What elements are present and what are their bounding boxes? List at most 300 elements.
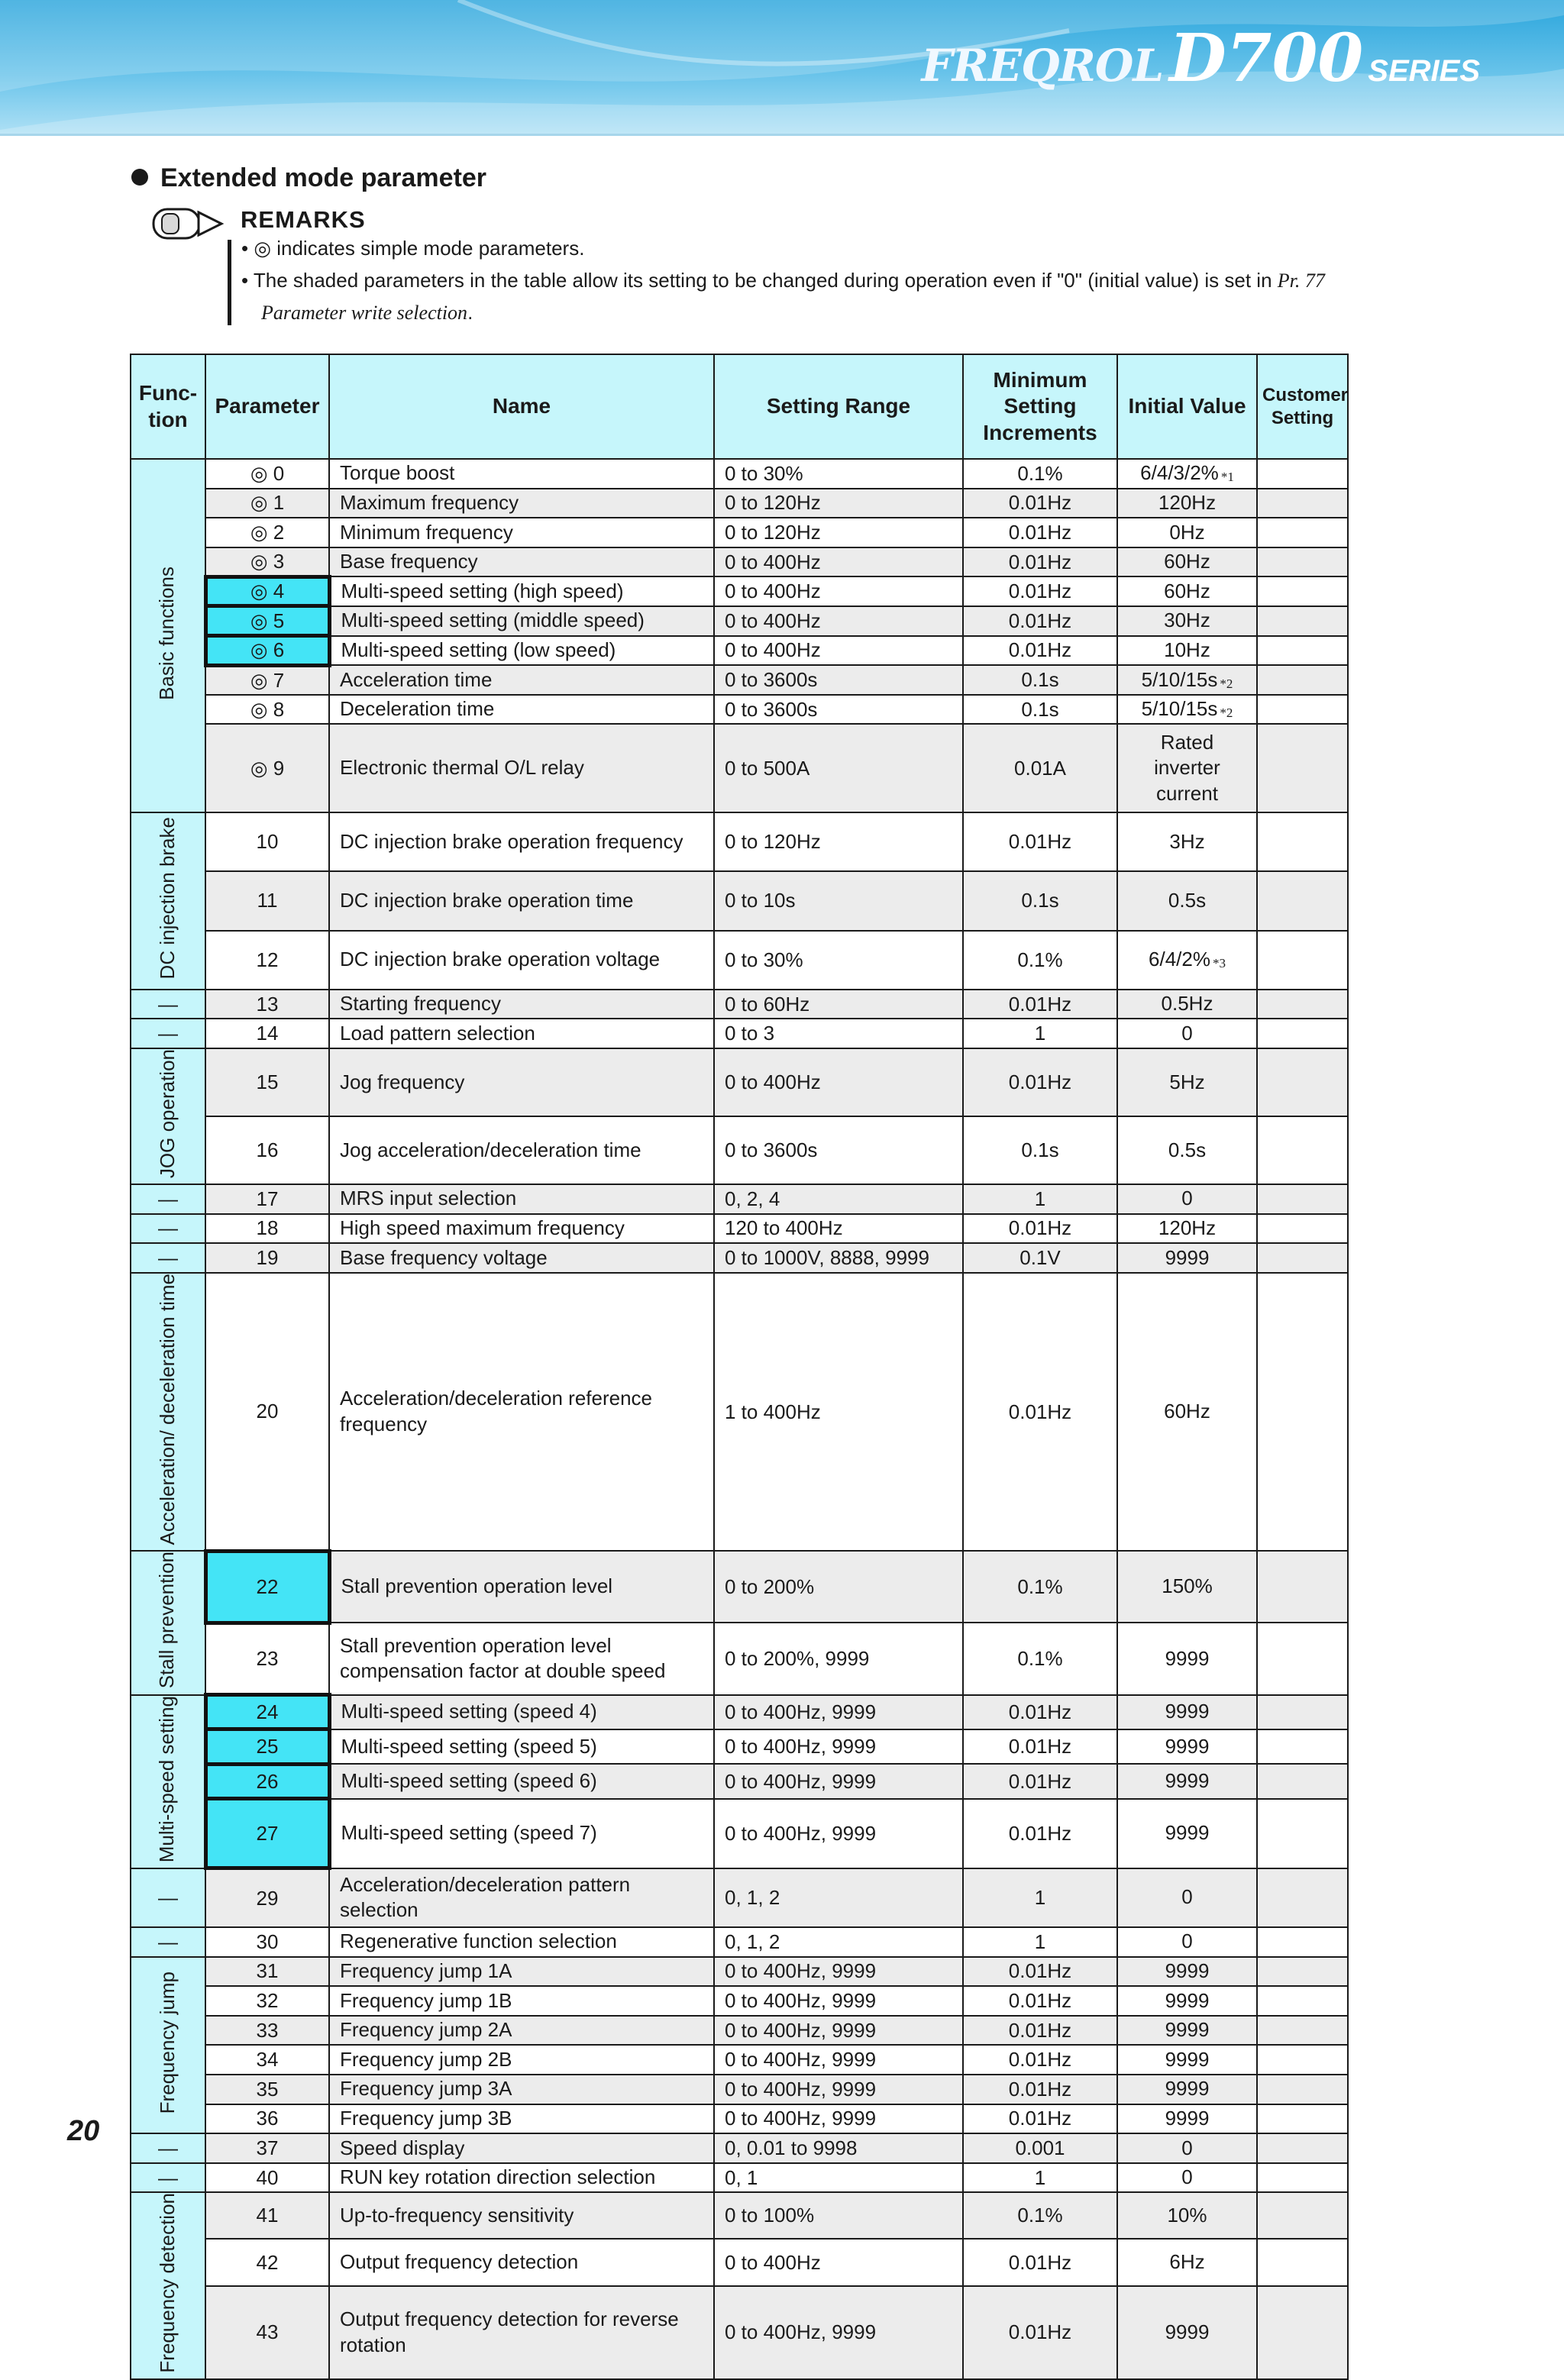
initial-value-cell-text: 9999 [1165, 2018, 1210, 2042]
brand-model: D700 [1169, 20, 1364, 97]
parameter-cell [205, 606, 329, 636]
setting-range-cell [714, 871, 963, 930]
min-increment-cell [963, 2239, 1117, 2285]
name-cell [329, 636, 714, 666]
name-cell-text: Acceleration/deceleration reference frequency [340, 1387, 653, 1436]
min-increment-cell [963, 636, 1117, 666]
table-row [131, 459, 1348, 489]
name-cell [329, 518, 714, 547]
min-increment-cell-text: 0.01Hz [1008, 550, 1072, 573]
customer-setting-cell [1257, 871, 1348, 930]
table-row [131, 665, 1348, 695]
setting-range-cell-text: 0 to 120Hz [725, 830, 821, 854]
initial-value-cell-text: 30Hz [1164, 609, 1210, 632]
name-cell [329, 2163, 714, 2193]
function-group-label: — [158, 1930, 178, 1953]
min-increment-cell-text: 0.01Hz [1008, 491, 1072, 515]
min-increment-cell-text: 0.01Hz [1008, 580, 1072, 603]
min-increment-cell [963, 695, 1117, 725]
parameter-cell-text: 19 [256, 1245, 279, 1269]
setting-range-cell-text: 0 to 30% [725, 948, 803, 971]
parameter-cell [205, 1799, 329, 1868]
initial-value-cell-text: 120Hz [1158, 490, 1217, 514]
min-increment-cell [963, 1019, 1117, 1048]
name-cell-text: Multi-speed setting (middle speed) [341, 609, 645, 632]
setting-range-cell [714, 1214, 963, 1244]
function-group-label: — [158, 1885, 178, 1909]
name-cell [329, 1243, 714, 1273]
setting-range-cell-text: 0 to 100% [725, 2204, 815, 2227]
name-cell-text: RUN key rotation direction selection [340, 2165, 656, 2189]
table-row [131, 2045, 1348, 2075]
parameter-cell [205, 2163, 329, 2193]
initial-value-cell-text: 9999 [1165, 1988, 1210, 2012]
initial-value-cell [1117, 2045, 1257, 2075]
table-row [131, 1019, 1348, 1048]
initial-value-cell [1117, 1868, 1257, 1927]
initial-value-cell-text: 0 [1181, 1187, 1193, 1210]
min-increment-cell-text: 0.01Hz [1008, 1959, 1072, 1983]
parameter-cell-text: ◎ 5 [250, 609, 285, 632]
initial-value-cell [1117, 1116, 1257, 1184]
initial-value-cell [1117, 1927, 1257, 1957]
name-cell-text: Acceleration/deceleration pattern selection [340, 1872, 631, 1922]
min-increment-cell-text: 0.01Hz [1008, 2250, 1072, 2274]
min-increment-cell [963, 1957, 1117, 1987]
table-row [131, 547, 1348, 577]
min-increment-cell-text: 0.01Hz [1008, 1821, 1072, 1845]
table-row [131, 1273, 1348, 1552]
customer-setting-cell [1257, 2104, 1348, 2134]
customer-setting-cell [1257, 1986, 1348, 2016]
setting-range-cell [714, 459, 963, 489]
min-increment-cell-text: 0.1% [1017, 2204, 1063, 2227]
table-row [131, 695, 1348, 725]
setting-range-cell-text: 0 to 400Hz, 9999 [725, 1821, 877, 1845]
customer-setting-cell [1257, 990, 1348, 1019]
customer-setting-cell [1257, 606, 1348, 636]
setting-range-cell [714, 1986, 963, 2016]
name-cell-text: High speed maximum frequency [340, 1216, 625, 1239]
min-increment-cell-text: 1 [1034, 2165, 1046, 2189]
parameter-cell-text: 25 [256, 1735, 279, 1758]
min-increment-cell [963, 1214, 1117, 1244]
initial-value-cell-text: 9999 [1165, 1245, 1210, 1269]
name-cell [329, 724, 714, 812]
setting-range-cell [714, 2239, 963, 2285]
customer-setting-cell [1257, 547, 1348, 577]
min-increment-cell [963, 1986, 1117, 2016]
setting-range-cell-text: 0 to 400Hz, 9999 [725, 2320, 877, 2344]
initial-value-cell [1117, 489, 1257, 518]
parameter-cell-text: 35 [256, 2077, 279, 2101]
table-row [131, 1927, 1348, 1957]
table-row [131, 1957, 1348, 1987]
initial-value-cell [1117, 1729, 1257, 1764]
header-setting-range: Setting Range [714, 354, 963, 459]
initial-value-cell-text: 0.5s [1168, 1138, 1207, 1161]
setting-range-cell [714, 2133, 963, 2163]
parameter-cell-text: 22 [256, 1574, 279, 1598]
min-increment-cell [963, 2045, 1117, 2075]
header-name: Name [329, 354, 714, 459]
name-cell-text: Jog frequency [340, 1070, 465, 1093]
min-increment-cell-text: 0.01Hz [1008, 2048, 1072, 2072]
table-row [131, 2163, 1348, 2193]
parameter-cell-text: ◎ 7 [250, 668, 285, 692]
name-cell [329, 1184, 714, 1214]
setting-range-cell [714, 2016, 963, 2046]
function-group-label: Basic functions [155, 566, 179, 700]
name-cell [329, 1927, 714, 1957]
parameter-cell [205, 812, 329, 871]
remark-line-3 [261, 301, 473, 325]
setting-range-cell-text: 0 to 200% [725, 1574, 815, 1598]
min-increment-cell [963, 931, 1117, 990]
min-increment-cell [963, 1551, 1117, 1623]
customer-setting-cell [1257, 2163, 1348, 2193]
customer-setting-cell [1257, 1116, 1348, 1184]
min-increment-cell [963, 665, 1117, 695]
min-increment-cell-text: 0.01Hz [1008, 830, 1072, 854]
table-row [131, 636, 1348, 666]
parameter-cell-text: ◎ 1 [250, 491, 285, 515]
setting-range-cell [714, 547, 963, 577]
parameter-cell [205, 2192, 329, 2239]
min-increment-cell [963, 1243, 1117, 1273]
initial-value-cell-text: 6/4/3/2% [1140, 461, 1219, 485]
name-cell-text: Load pattern selection [340, 1021, 535, 1045]
table-row [131, 1799, 1348, 1868]
setting-range-cell [714, 1273, 963, 1552]
setting-range-cell-text: 0 to 120Hz [725, 520, 821, 544]
name-cell-text: Output frequency detection for reverse rotation [340, 2307, 679, 2356]
initial-value-cell [1117, 2239, 1257, 2285]
name-cell-text: Frequency jump 2B [340, 2047, 512, 2071]
setting-range-cell [714, 1868, 963, 1927]
parameter-cell-text: 27 [256, 1821, 279, 1845]
min-increment-cell-text: 0.01Hz [1008, 2018, 1072, 2042]
setting-range-cell [714, 724, 963, 812]
setting-range-cell-text: 0 to 10s [725, 889, 796, 912]
setting-range-cell [714, 1551, 963, 1623]
table-row [131, 1243, 1348, 1273]
min-increment-cell-text: 0.1% [1017, 461, 1063, 485]
min-increment-cell [963, 1868, 1117, 1927]
section-heading [131, 163, 486, 193]
function-group-cell [131, 2163, 205, 2193]
setting-range-cell-text: 0 to 30% [725, 461, 803, 485]
initial-value-cell-text: 9999 [1165, 2320, 1210, 2343]
parameter-cell [205, 724, 329, 812]
name-cell-text: Regenerative function selection [340, 1930, 617, 1953]
setting-range-cell-text: 0 to 400Hz, 9999 [725, 1769, 877, 1793]
function-group-cell [131, 1551, 205, 1694]
parameter-cell [205, 1116, 329, 1184]
min-increment-cell [963, 2286, 1117, 2379]
parameter-cell-text: ◎ 0 [250, 461, 285, 485]
setting-range-cell-text: 0 to 3600s [725, 1138, 818, 1161]
header-banner [0, 0, 1564, 136]
name-cell-text: Torque boost [340, 461, 455, 485]
header-customer-setting: Customer Setting [1257, 354, 1348, 459]
function-group-label: — [158, 1022, 178, 1045]
min-increment-cell [963, 1116, 1117, 1184]
parameter-cell-text: 32 [256, 1988, 279, 2012]
min-increment-cell-text: 1 [1034, 1885, 1046, 1909]
function-group-cell [131, 1868, 205, 1927]
function-group-label: — [158, 992, 178, 1016]
name-cell [329, 1551, 714, 1623]
initial-value-cell-text: 0 [1181, 2136, 1193, 2159]
initial-value-cell-text: 9999 [1165, 1734, 1210, 1758]
customer-setting-cell [1257, 2133, 1348, 2163]
name-cell [329, 931, 714, 990]
name-cell-text: Deceleration time [340, 697, 495, 721]
min-increment-cell-text: 0.1% [1017, 1574, 1063, 1598]
name-cell [329, 665, 714, 695]
name-cell-text: Speed display [340, 2136, 465, 2159]
parameter-cell [205, 665, 329, 695]
parameter-cell-text: 37 [256, 2136, 279, 2159]
name-cell-text: Multi-speed setting (speed 7) [341, 1821, 597, 1845]
min-increment-cell-text: 0.1s [1021, 889, 1059, 912]
parameter-cell [205, 1623, 329, 1694]
function-group-label: Stall prevention [155, 1552, 179, 1689]
name-cell [329, 1048, 714, 1116]
table-row [131, 2192, 1348, 2239]
setting-range-cell-text: 1 to 400Hz [725, 1400, 821, 1423]
parameter-cell [205, 1273, 329, 1552]
initial-value-cell-text: 6Hz [1169, 2250, 1205, 2274]
table-row [131, 1986, 1348, 2016]
name-cell-text: DC injection brake operation voltage [340, 948, 661, 971]
name-cell [329, 606, 714, 636]
initial-value-cell [1117, 2075, 1257, 2104]
parameter-cell-text: 33 [256, 2018, 279, 2042]
name-cell [329, 576, 714, 606]
initial-value-cell-text: 6/4/2% [1149, 948, 1210, 971]
table-header-row [131, 354, 1348, 459]
customer-setting-cell [1257, 695, 1348, 725]
function-group-cell [131, 1048, 205, 1184]
min-increment-cell-text: 0.01Hz [1008, 1769, 1072, 1793]
name-cell [329, 1019, 714, 1048]
name-cell [329, 2286, 714, 2379]
setting-range-cell [714, 2045, 963, 2075]
table-row [131, 1551, 1348, 1623]
footnote-marker: *2 [1220, 676, 1233, 691]
header-parameter: Parameter [205, 354, 329, 459]
parameter-cell [205, 1243, 329, 1273]
setting-range-cell [714, 1116, 963, 1184]
name-cell-text: Up-to-frequency sensitivity [340, 2203, 574, 2227]
table-row [131, 1623, 1348, 1694]
table-row [131, 2075, 1348, 2104]
customer-setting-cell [1257, 1729, 1348, 1764]
initial-value-cell [1117, 606, 1257, 636]
parameter-cell [205, 518, 329, 547]
initial-value-cell [1117, 1243, 1257, 1273]
initial-value-cell [1117, 1551, 1257, 1623]
customer-setting-cell [1257, 724, 1348, 812]
name-cell-text: Output frequency detection [340, 2250, 579, 2274]
setting-range-cell [714, 1799, 963, 1868]
remarks-icon [151, 205, 225, 243]
parameter-cell-text: 16 [256, 1138, 279, 1161]
name-cell [329, 1214, 714, 1244]
initial-value-cell [1117, 1019, 1257, 1048]
min-increment-cell [963, 489, 1117, 518]
initial-value-cell [1117, 576, 1257, 606]
bullet-dot-icon [131, 169, 148, 186]
min-increment-cell-text: 0.01Hz [1008, 638, 1072, 662]
parameter-cell [205, 1184, 329, 1214]
parameter-cell-text: 13 [256, 992, 279, 1016]
initial-value-cell-text: 3Hz [1169, 829, 1205, 853]
setting-range-cell [714, 1048, 963, 1116]
table-row [131, 871, 1348, 930]
header-function: Func- tion [131, 354, 205, 459]
name-cell [329, 871, 714, 930]
parameter-cell-text: 23 [256, 1646, 279, 1670]
min-increment-cell-text: 0.01Hz [1008, 2077, 1072, 2101]
setting-range-cell-text: 0 to 400Hz, 9999 [725, 1959, 877, 1983]
table-row [131, 606, 1348, 636]
name-cell-text: Maximum frequency [340, 490, 519, 514]
function-group-cell [131, 2133, 205, 2163]
name-cell [329, 2075, 714, 2104]
min-increment-cell-text: 0.1s [1021, 667, 1059, 691]
setting-range-cell-text: 0 to 60Hz [725, 992, 810, 1016]
parameter-cell [205, 1986, 329, 2016]
parameter-cell [205, 695, 329, 725]
min-increment-cell [963, 990, 1117, 1019]
initial-value-cell-text: 60Hz [1164, 550, 1210, 573]
setting-range-cell [714, 812, 963, 871]
setting-range-cell [714, 665, 963, 695]
min-increment-cell [963, 1623, 1117, 1694]
function-group-cell [131, 1695, 205, 1868]
name-cell [329, 695, 714, 725]
setting-range-cell [714, 489, 963, 518]
name-cell-text: Stall prevention operation level [341, 1574, 613, 1598]
initial-value-cell [1117, 990, 1257, 1019]
setting-range-cell-text: 0 to 400Hz, 9999 [725, 2048, 877, 2072]
function-group-label: — [158, 2165, 178, 2189]
min-increment-cell [963, 812, 1117, 871]
remarks-bar [228, 240, 231, 325]
parameter-cell-text: 18 [256, 1216, 279, 1240]
initial-value-cell-text: 150% [1162, 1574, 1213, 1598]
name-cell [329, 1764, 714, 1798]
parameter-cell-text: 43 [256, 2320, 279, 2344]
table-row [131, 489, 1348, 518]
parameter-cell-text: 31 [256, 1959, 279, 1983]
name-cell-text: Stall prevention operation level compensation factor at double speed [340, 1633, 666, 1683]
parameter-cell [205, 1729, 329, 1764]
initial-value-cell [1117, 1799, 1257, 1868]
initial-value-cell-text: 0Hz [1169, 520, 1205, 544]
function-group-label: Frequency jump [156, 1971, 179, 2114]
initial-value-cell-text: 10Hz [1164, 638, 1210, 661]
setting-range-cell-text: 0 to 3600s [725, 667, 818, 691]
parameter-cell [205, 1764, 329, 1798]
parameter-cell [205, 1957, 329, 1987]
name-cell-text: Base frequency [340, 550, 478, 573]
min-increment-cell-text: 0.01Hz [1008, 1070, 1072, 1093]
name-cell-text: MRS input selection [340, 1187, 517, 1210]
setting-range-cell-text: 0, 2, 4 [725, 1187, 780, 1210]
setting-range-cell [714, 1927, 963, 1957]
initial-value-cell-text: 9999 [1165, 1959, 1210, 1982]
name-cell [329, 1957, 714, 1987]
setting-range-cell [714, 2163, 963, 2193]
function-group-cell [131, 1243, 205, 1273]
setting-range-cell-text: 0 to 400Hz [725, 638, 821, 662]
function-group-label: — [158, 1245, 178, 1269]
function-group-label: DC injection brake [156, 817, 179, 980]
name-cell [329, 1623, 714, 1694]
function-group-cell [131, 1273, 205, 1552]
table-row [131, 1048, 1348, 1116]
customer-setting-cell [1257, 518, 1348, 547]
function-group-label: — [158, 2136, 178, 2159]
min-increment-cell-text: 0.01Hz [1008, 1400, 1072, 1423]
setting-range-cell-text: 120 to 400Hz [725, 1216, 843, 1240]
parameter-cell-text: 14 [256, 1022, 279, 1045]
customer-setting-cell [1257, 1957, 1348, 1987]
section-heading-text: Extended mode parameter [160, 163, 487, 192]
setting-range-cell [714, 695, 963, 725]
min-increment-cell-text: 0.01Hz [1008, 2107, 1072, 2130]
setting-range-cell [714, 1019, 963, 1048]
min-increment-cell-text: 0.01Hz [1008, 1700, 1072, 1723]
initial-value-cell-text: 5/10/15s [1141, 667, 1218, 691]
initial-value-cell [1117, 1273, 1257, 1552]
initial-value-cell-text: 9999 [1165, 1769, 1210, 1793]
min-increment-cell-text: 0.1s [1021, 697, 1059, 721]
customer-setting-cell [1257, 459, 1348, 489]
parameter-cell-text: 40 [256, 2165, 279, 2189]
initial-value-cell [1117, 636, 1257, 666]
initial-value-cell-text: 0 [1181, 1021, 1193, 1045]
parameter-cell-text: 12 [256, 948, 279, 971]
parameter-cell-text: ◎ 8 [250, 697, 285, 721]
name-cell-text: Starting frequency [340, 992, 502, 1016]
min-increment-cell [963, 2163, 1117, 2193]
table-row [131, 1764, 1348, 1798]
name-cell-text: DC injection brake operation frequency [340, 829, 683, 853]
function-group-cell [131, 1927, 205, 1957]
parameter-cell [205, 1927, 329, 1957]
parameter-cell [205, 489, 329, 518]
table-row [131, 931, 1348, 990]
customer-setting-cell [1257, 812, 1348, 871]
name-cell-text: Frequency jump 3A [340, 2077, 512, 2101]
parameter-cell-text: ◎ 3 [250, 549, 285, 573]
initial-value-cell [1117, 1184, 1257, 1214]
min-increment-cell [963, 606, 1117, 636]
setting-range-cell-text: 0 to 400Hz [725, 1070, 821, 1093]
parameter-cell-text: ◎ 4 [250, 580, 285, 603]
customer-setting-cell [1257, 1048, 1348, 1116]
function-group-cell [131, 1184, 205, 1214]
parameter-cell-text: ◎ 2 [250, 520, 285, 544]
function-group-label: Frequency detection [156, 2193, 179, 2373]
table-row [131, 724, 1348, 812]
initial-value-cell [1117, 1214, 1257, 1244]
